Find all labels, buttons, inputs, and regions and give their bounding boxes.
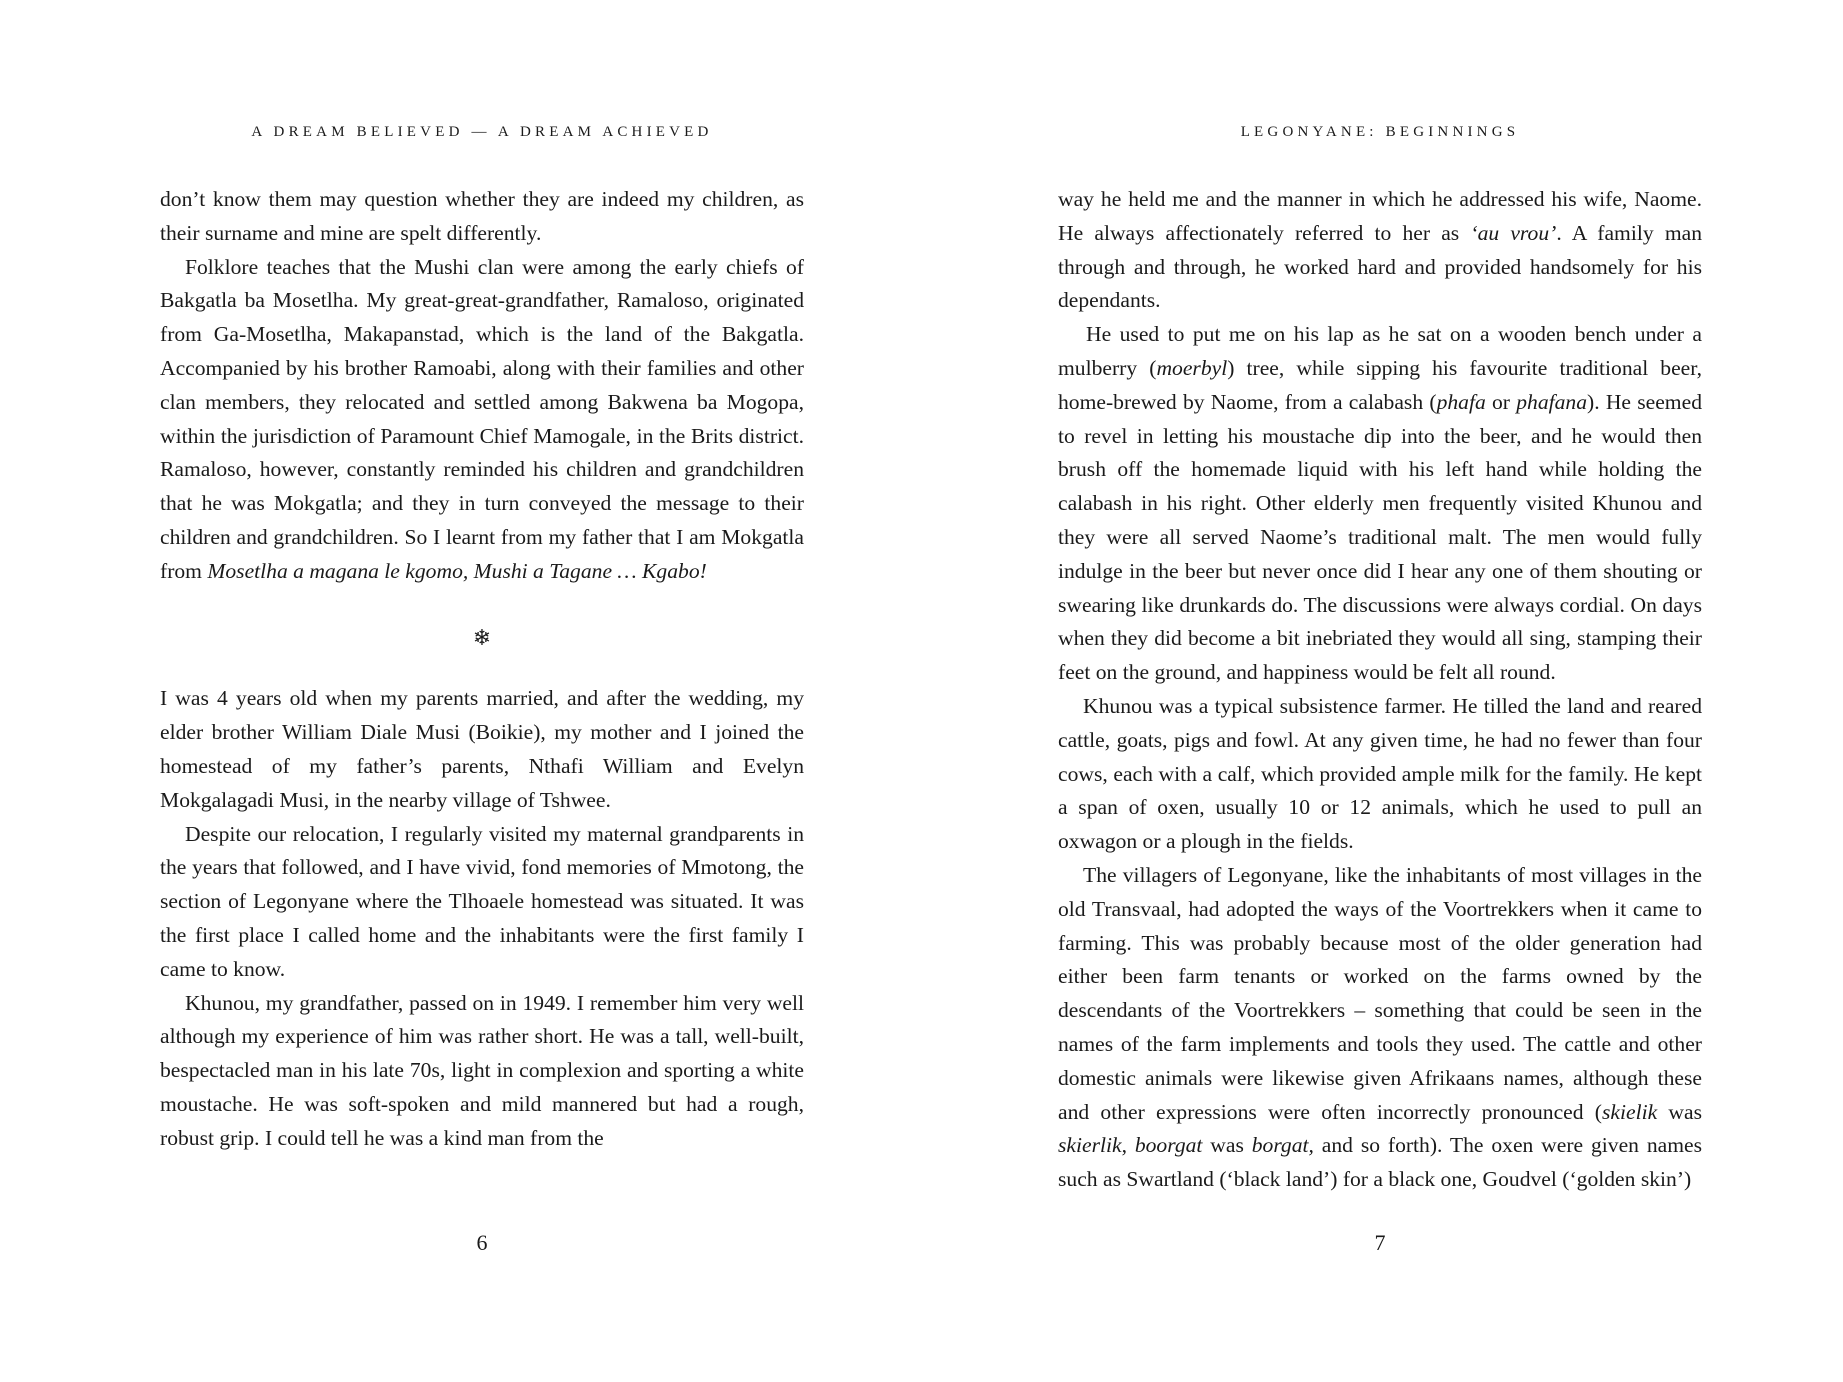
- text-run: ,: [1121, 1133, 1135, 1158]
- text-run: was: [1202, 1133, 1252, 1158]
- running-head: LEGONYANE: BEGINNINGS: [1240, 124, 1520, 140]
- italic-phrase: skierlik: [1058, 1133, 1122, 1158]
- paragraph: Despite our relocation, I regularly visited my maternal grandparents in the years that followed, and I have vivid, fond memories of Mmotong, the section of Legonyane where the Tlhoaele homestead was situated. It was the first place I called home and the inhabitants were the first family I came to know.: [160, 821, 804, 981]
- paragraph: [1058, 318, 1702, 690]
- running-head: A DREAM BELIEVED — A DREAM ACHIEVED: [251, 124, 713, 140]
- body-text: [160, 183, 804, 1156]
- text-run: . A family man through and through, he worked hard and provided handsomely for his dependants.: [1058, 220, 1703, 313]
- italic-phrase: phafa: [1436, 389, 1486, 414]
- paragraph: I was 4 years old when my parents married, and after the wedding, my elder brother William Diale Musi (Boikie), my mother and I joined the homestead of my father’s parents, Nthafi William and Evelyn Mokgalagadi Musi, in the nearby village of Tshwee.: [160, 686, 804, 812]
- section-break-ornament: ❄: [472, 624, 492, 650]
- italic-phrase: phafana: [1516, 389, 1587, 414]
- right-page: [921, 0, 1843, 1382]
- italic-phrase: ‘au vrou’: [1470, 220, 1557, 245]
- text-run: ) tree, while sipping his favourite traditional beer, home-brewed by Naome, from a calabash (: [1058, 355, 1702, 414]
- text-run: was: [1657, 1099, 1703, 1124]
- page-number: 7: [1374, 1230, 1386, 1255]
- paragraph: [160, 251, 804, 589]
- text-run: The villagers of Legonyane, like the inhabitants of most villages in the old Transvaal, had adopted the ways of the Voortrekkers when it came to farming. This was probably because most of the older generation had either been farm tenants or worked on the farms owned by the descendants of the Voortrekkers – something that could be seen in the names of the farm implements and tools they used. The cattle and other domestic animals were likewise given Afrikaans names, although these and other expressions were often incorrectly pronounced (: [1058, 862, 1702, 1124]
- body-text: [1058, 183, 1702, 1197]
- paragraph: [1058, 859, 1702, 1197]
- italic-phrase: borgat,: [1251, 1133, 1314, 1158]
- left-page: [0, 0, 921, 1382]
- italic-phrase: moerbyl: [1156, 355, 1228, 380]
- text-run: way he held me and the manner in which he addressed his wife, Naome. He always affectionately referred to her as: [1058, 187, 1702, 245]
- text-run: or: [1485, 389, 1517, 414]
- paragraph: Khunou was a typical subsistence farmer. He tilled the land and reared cattle, goats, pigs and fowl. At any given time, he had no fewer than four cows, each with a calf, which provided ample milk for the family. He kept a span of oxen, usually 10 or 12 animals, which he used to pull an oxwagon or a plough in the fields.: [1058, 693, 1702, 854]
- page-number: 6: [476, 1230, 488, 1255]
- text-run: and so forth). The oxen were given names such as Swartland (‘black land’) for a black one, Goudvel (‘golden skin’): [1058, 1133, 1702, 1192]
- text-run: ). He seemed to revel in letting his moustache dip into the beer, and he would then brush off the homemade liquid with his left hand while holding the calabash in his right. Other elderly men frequently visited Khunou and they were all served Naome’s traditional malt. The men would fully indulge in the beer but never once did I hear any one of them shouting or swearing like drunkards do. The discussions were always cordial. On days when they did become a bit inebriated they would all sing, stamping their feet on the ground, and happiness would be felt all round.: [1058, 389, 1702, 685]
- italic-phrase: boorgat: [1134, 1133, 1203, 1158]
- text-run: He used to put me on his lap as he sat on a wooden bench under a mulberry (: [1058, 322, 1702, 380]
- paragraph: [1058, 183, 1702, 318]
- paragraph: Khunou, my grandfather, passed on in 1949. I remember him very well although my experience of him was rather short. He was a tall, well-built, bespectacled man in his late 70s, light in complexion and sporting a white moustache. He was soft-spoken and mild mannered but had a rough, robust grip. I could tell he was a kind man from the: [160, 990, 804, 1150]
- italic-phrase: skielik: [1602, 1099, 1658, 1124]
- paragraph-text: Folklore teaches that the Mushi clan were among the early chiefs of Bakgatla ba Mosetlha. My great-great-grandfather, Ramaloso, originated from Ga-Mosetlha, Makapanstad, which is the land of the Bakgatla. Accompanied by his brother Ramoabi, along with their families and other clan members, they relocated and settled among Bakwena ba Mogopa, within the jurisdiction of Paramount Chief Mamogale, in the Brits district. Ramaloso, however, constantly reminded his children and grandchildren that he was Mokgatla; and they in turn conveyed the message to their children and grandchildren. So I learnt from my father that I am Mokgatla from: [160, 254, 804, 583]
- italic-phrase: Mosetlha a magana le kgomo, Mushi a Tagane … Kgabo!: [207, 558, 707, 583]
- paragraph: don’t know them may question whether they are indeed my children, as their surname and mine are spelt differently.: [160, 187, 804, 245]
